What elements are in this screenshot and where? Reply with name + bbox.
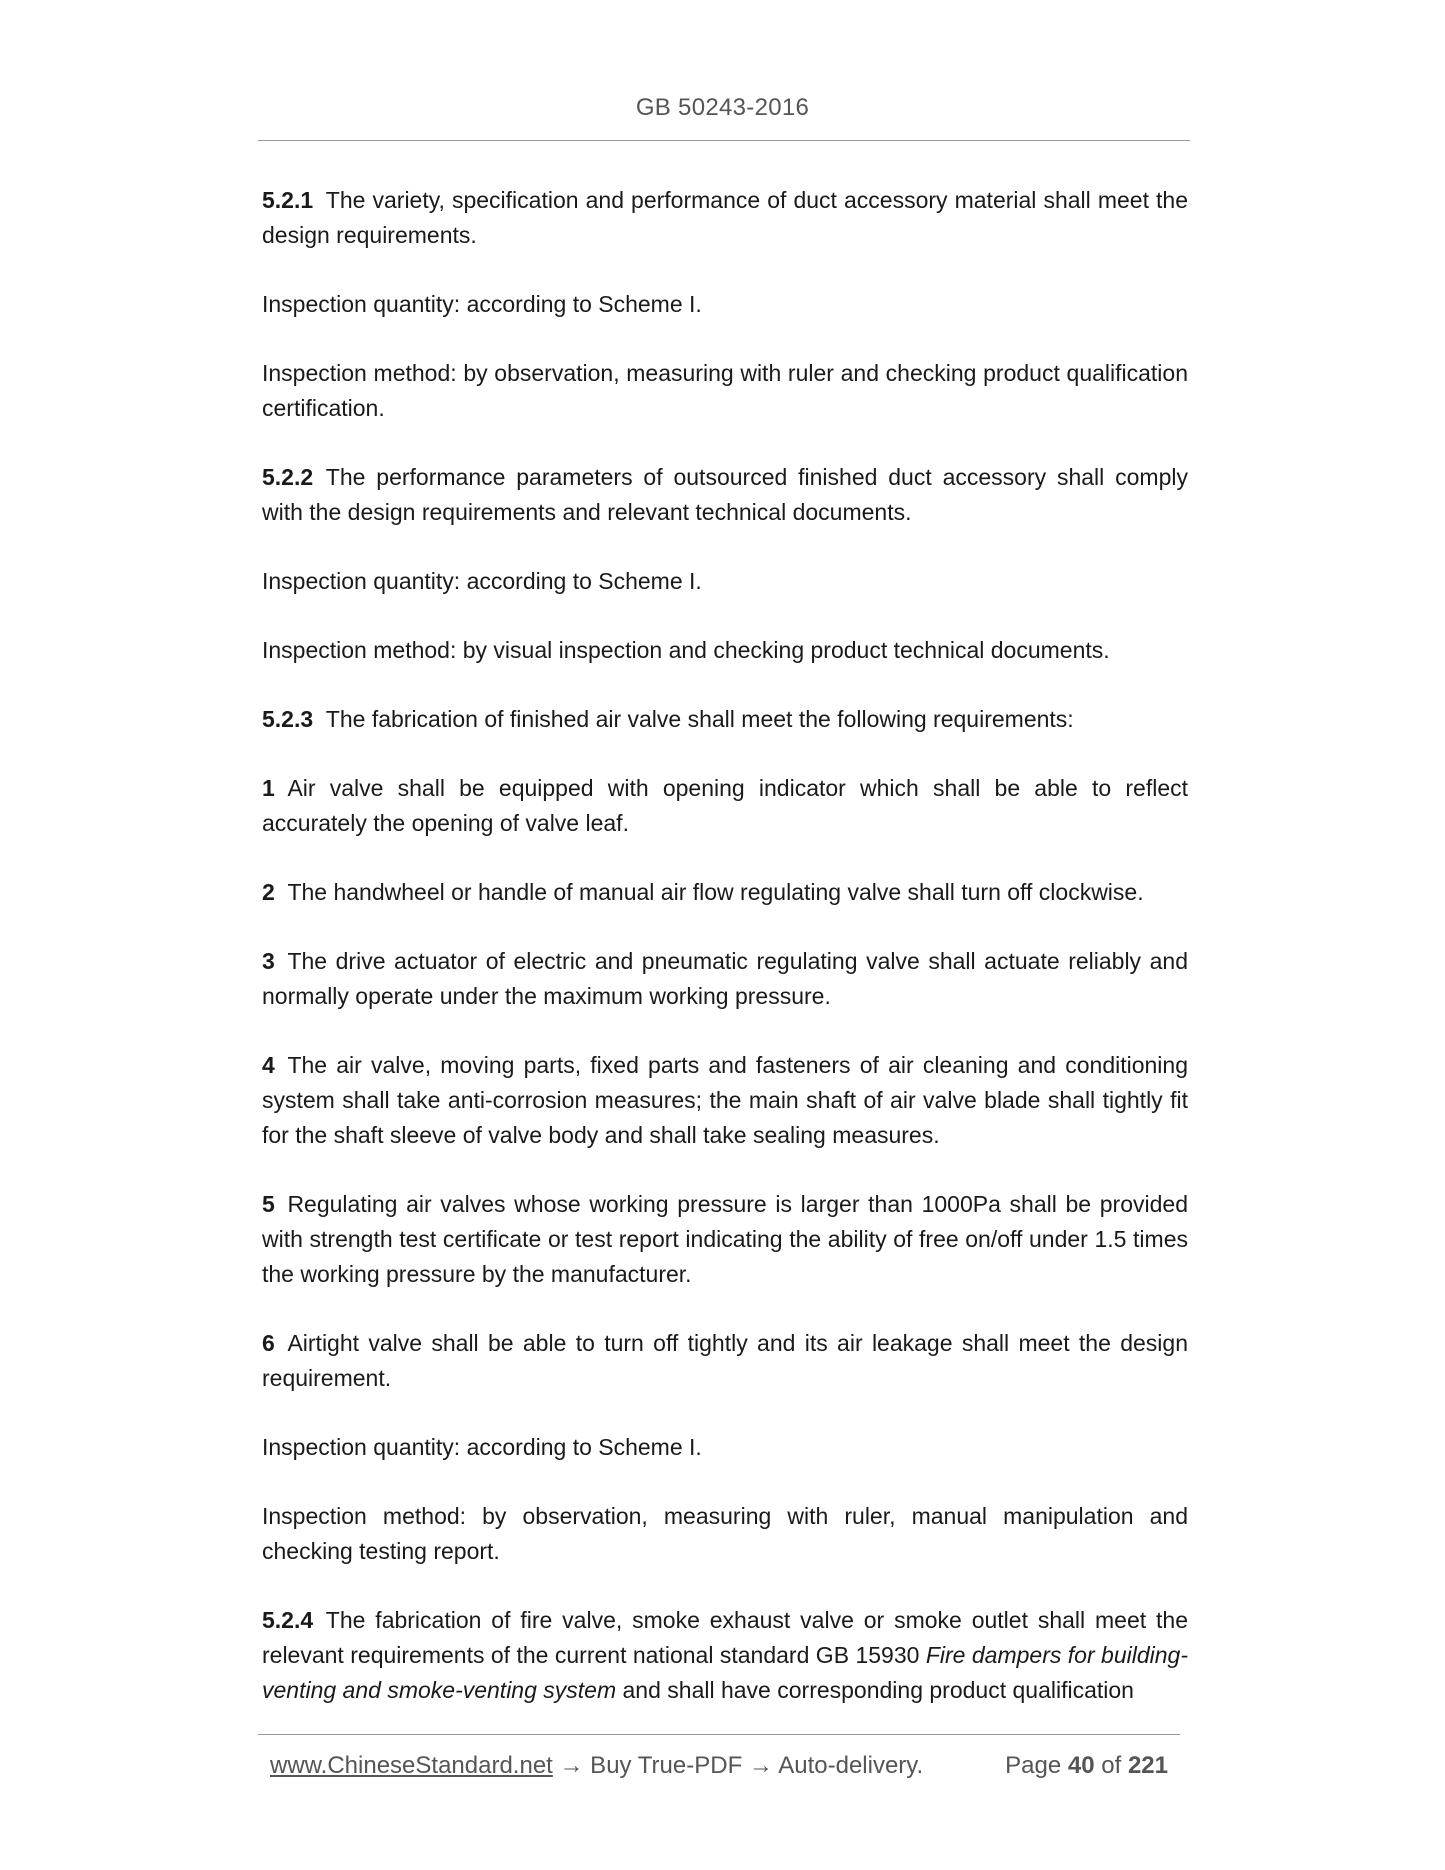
inspection-quantity: Inspection quantity: according to Scheme I. bbox=[262, 291, 702, 317]
inspection-quantity: Inspection quantity: according to Scheme I. bbox=[262, 1434, 702, 1460]
page-total: 221 bbox=[1127, 1752, 1168, 1779]
page-of: of bbox=[1101, 1752, 1122, 1779]
item-text: The handwheel or handle of manual air flow regulating valve shall turn off clockwise. bbox=[287, 879, 1144, 905]
inspection-method: Inspection method: by observation, measuring with ruler and checking product qualification certification. bbox=[262, 360, 1188, 421]
footer-divider bbox=[258, 1734, 1180, 1735]
item-number: 3 bbox=[262, 948, 275, 974]
list-item bbox=[262, 1187, 1188, 1292]
list-item bbox=[262, 875, 1188, 910]
clause-text: The fabrication of finished air valve shall meet the following requirements: bbox=[325, 706, 1074, 732]
clause-number: 5.2.3 bbox=[262, 706, 314, 732]
item-number: 4 bbox=[262, 1052, 275, 1078]
page-indicator bbox=[1005, 1752, 1168, 1780]
clause-text-continued: and shall have corresponding product qualification bbox=[622, 1677, 1134, 1703]
website-link[interactable]: www.ChineseStandard.net bbox=[270, 1752, 553, 1779]
standard-title: Fire dampers for building-venting and smoke-venting system bbox=[262, 1642, 1188, 1703]
document-body bbox=[262, 183, 1188, 1742]
item-number: 5 bbox=[262, 1191, 275, 1217]
inspection-quantity: Inspection quantity: according to Scheme I. bbox=[262, 568, 702, 594]
inspection-method: Inspection method: by visual inspection and checking product technical documents. bbox=[262, 637, 1110, 663]
page-current: 40 bbox=[1067, 1752, 1095, 1779]
document-header-title: GB 50243-2016 bbox=[635, 94, 810, 121]
clause-text: The fabrication of fire valve, smoke exhaust valve or smoke outlet shall meet the relevant requirements of the current national standard GB 15930 bbox=[262, 1607, 1188, 1668]
item-text: The drive actuator of electric and pneumatic regulating valve shall actuate reliably and normally operate under the maximum working pressure. bbox=[262, 948, 1188, 1009]
page-footer bbox=[270, 1752, 1180, 1780]
page-label: Page bbox=[1005, 1752, 1062, 1779]
clause-text: The variety, specification and performance of duct accessory material shall meet the design requirements. bbox=[262, 187, 1188, 248]
item-text: Regulating air valves whose working pressure is larger than 1000Pa shall be provided with strength test certificate or test report indicating the ability of free on/off under 1.5 times the working pressure by the manufacturer. bbox=[262, 1191, 1188, 1287]
clause-number: 5.2.4 bbox=[262, 1607, 314, 1633]
item-text: Airtight valve shall be able to turn off tightly and its air leakage shall meet the design requirement. bbox=[262, 1330, 1188, 1391]
list-item bbox=[262, 1048, 1188, 1153]
item-number: 2 bbox=[262, 879, 275, 905]
item-text: The air valve, moving parts, fixed parts and fasteners of air cleaning and conditioning system shall take anti-corrosion measures; the main shaft of air valve blade shall tightly fit for the shaft sleeve of valve body and shall take sealing measures. bbox=[262, 1052, 1188, 1148]
clause-5-2-4 bbox=[262, 1603, 1188, 1708]
footer-promo: → Buy True-PDF → Auto-delivery. bbox=[559, 1752, 924, 1779]
list-item bbox=[262, 1326, 1188, 1396]
clause-5-2-3 bbox=[262, 702, 1188, 737]
clause-5-2-2 bbox=[262, 460, 1188, 530]
inspection-method: Inspection method: by observation, measuring with ruler, manual manipulation and checking testing report. bbox=[262, 1503, 1188, 1564]
header-divider bbox=[258, 140, 1190, 141]
clause-5-2-1 bbox=[262, 183, 1188, 253]
clause-number: 5.2.2 bbox=[262, 464, 314, 490]
clause-number: 5.2.1 bbox=[262, 187, 314, 213]
item-number: 1 bbox=[262, 775, 275, 801]
list-item bbox=[262, 944, 1188, 1014]
clause-text: The performance parameters of outsourced finished duct accessory shall comply with the design requirements and relevant technical documents. bbox=[262, 464, 1188, 525]
item-number: 6 bbox=[262, 1330, 275, 1356]
item-text: Air valve shall be equipped with opening indicator which shall be able to reflect accurately the opening of valve leaf. bbox=[262, 775, 1188, 836]
list-item bbox=[262, 771, 1188, 841]
